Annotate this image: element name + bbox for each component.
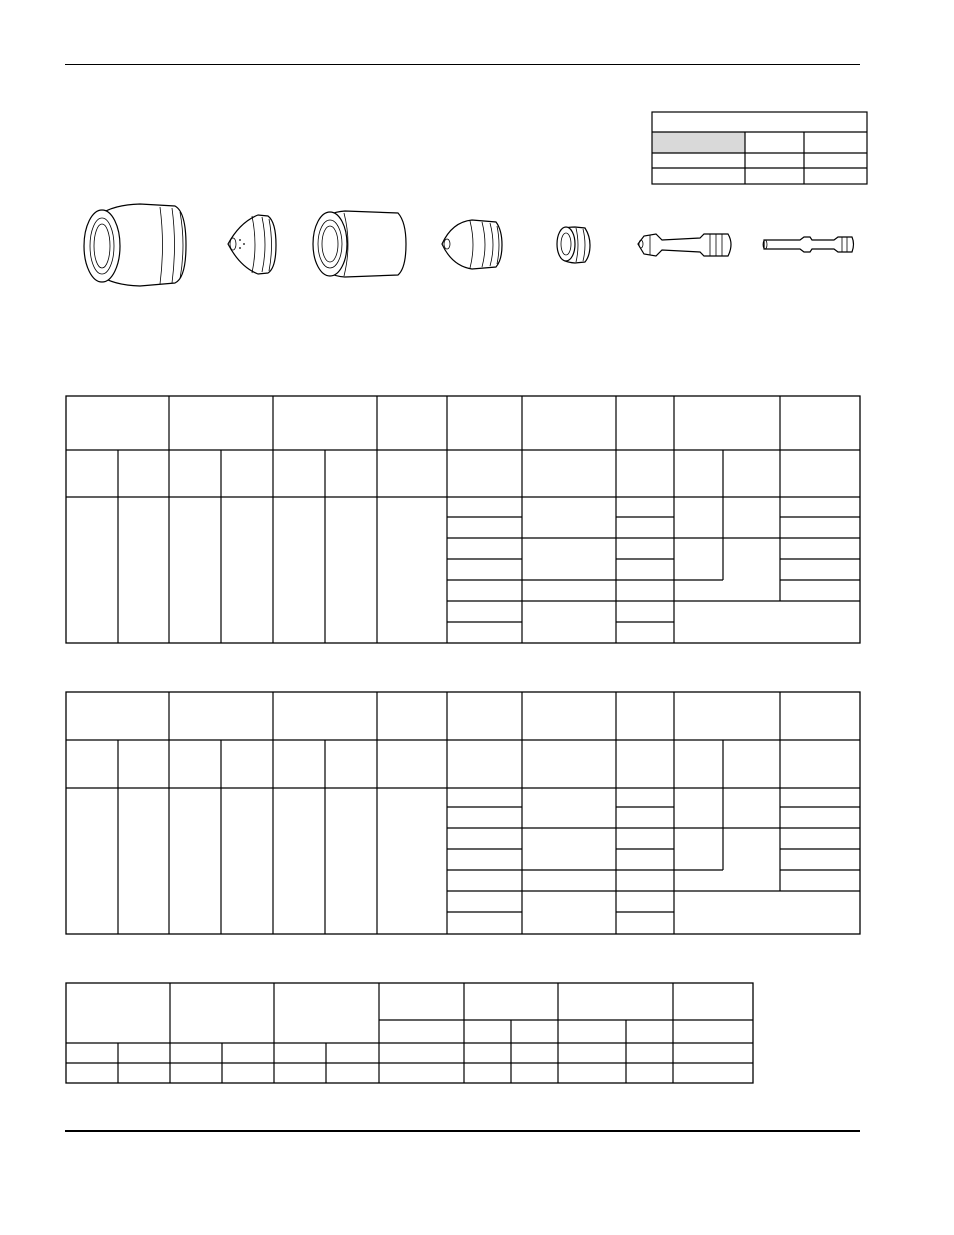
process-table-1 [66, 396, 860, 643]
spec-box-shaded-cell [652, 132, 745, 153]
nozzle-part-icon [442, 220, 502, 269]
retaining-cap-part-icon [313, 211, 406, 277]
process-table-2 [66, 692, 860, 934]
spec-box [652, 112, 867, 184]
process-table-3 [66, 983, 753, 1083]
water-tube-part-icon [763, 237, 854, 252]
electrode-part-icon [638, 234, 731, 256]
swirl-ring-part-icon [557, 227, 590, 263]
nozzle-retaining-cap-part-icon [228, 215, 276, 274]
shield-part-icon [84, 204, 186, 286]
